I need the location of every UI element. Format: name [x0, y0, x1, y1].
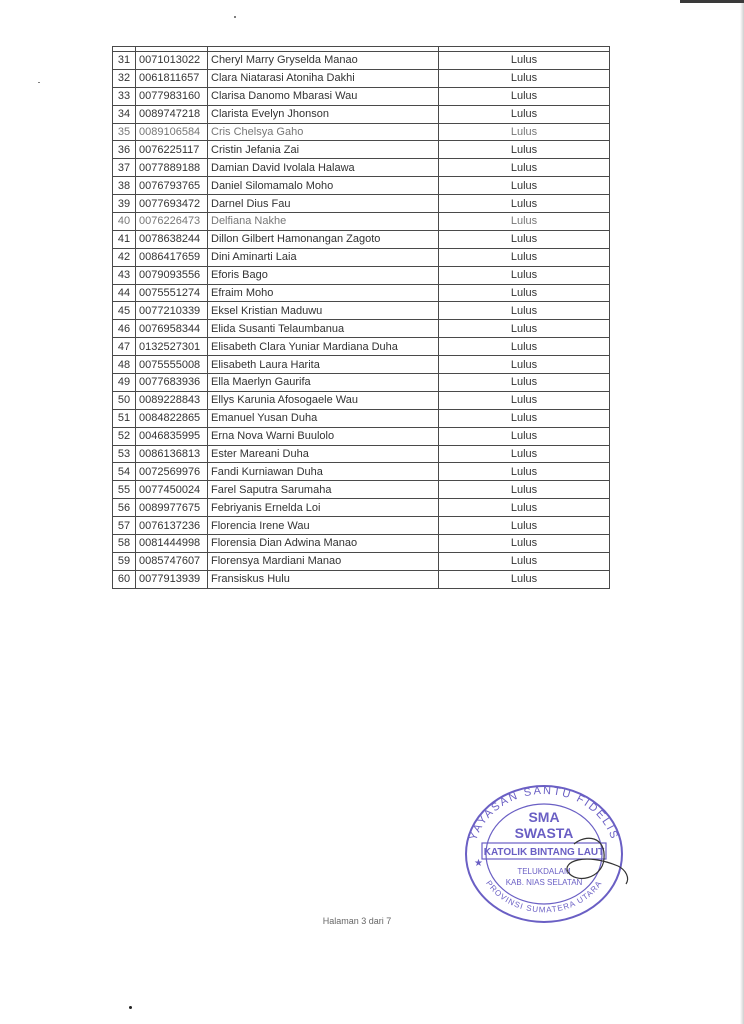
status-cell: Lulus: [439, 409, 610, 427]
page-number-footer: Halaman 3 dari 7: [322, 916, 392, 926]
table-row: [113, 356, 610, 374]
student-name-cell: Eksel Kristian Maduwu: [208, 302, 439, 320]
stamp-line-sma: SMA: [528, 809, 560, 825]
row-number-cell: 47: [113, 338, 136, 356]
student-name-cell: Cheryl Marry Gryselda Manao: [208, 52, 439, 70]
nisn-cell: 0076137236: [136, 517, 208, 535]
table-row: [113, 463, 610, 481]
nisn-cell: 0085747607: [136, 552, 208, 570]
row-number-cell: 41: [113, 230, 136, 248]
nisn-cell: 0061811657: [136, 69, 208, 87]
row-number-cell: 51: [113, 409, 136, 427]
row-number-cell: 38: [113, 177, 136, 195]
status-cell: Lulus: [439, 427, 610, 445]
row-number-cell: 36: [113, 141, 136, 159]
student-name-cell: Clarisa Danomo Mbarasi Wau: [208, 87, 439, 105]
student-name-cell: Febriyanis Ernelda Loi: [208, 499, 439, 517]
status-cell: Lulus: [439, 284, 610, 302]
row-number-cell: 32: [113, 69, 136, 87]
student-name-cell: Fandi Kurniawan Duha: [208, 463, 439, 481]
scan-speck: [129, 1006, 132, 1009]
nisn-cell: 0077983160: [136, 87, 208, 105]
student-name-cell: Ellys Karunia Afosogaele Wau: [208, 391, 439, 409]
table-row: [113, 105, 610, 123]
table-row: [113, 499, 610, 517]
status-cell: Lulus: [439, 320, 610, 338]
table-row: [113, 391, 610, 409]
student-name-cell: Farel Saputra Sarumaha: [208, 481, 439, 499]
status-cell: Lulus: [439, 499, 610, 517]
student-name-cell: Darnel Dius Fau: [208, 195, 439, 213]
student-name-cell: Cris Chelsya Gaho: [208, 123, 439, 141]
status-cell: Lulus: [439, 141, 610, 159]
nisn-cell: 0089106584: [136, 123, 208, 141]
table-row: [113, 284, 610, 302]
nisn-cell: 0086136813: [136, 445, 208, 463]
status-cell: Lulus: [439, 338, 610, 356]
status-cell: Lulus: [439, 266, 610, 284]
table-row: [113, 266, 610, 284]
table-row: [113, 427, 610, 445]
signature-scribble: [567, 838, 628, 884]
student-name-cell: Ella Maerlyn Gaurifa: [208, 374, 439, 392]
student-name-cell: Clarista Evelyn Jhonson: [208, 105, 439, 123]
student-name-cell: Clara Niatarasi Atoniha Dakhi: [208, 69, 439, 87]
status-cell: Lulus: [439, 517, 610, 535]
nisn-cell: 0077683936: [136, 374, 208, 392]
nisn-cell: 0046835995: [136, 427, 208, 445]
table-row: [113, 195, 610, 213]
stamp-line-school: KATOLIK BINTANG LAUT: [483, 847, 605, 858]
table-row: [113, 213, 610, 231]
nisn-cell: 0072569976: [136, 463, 208, 481]
student-name-cell: Emanuel Yusan Duha: [208, 409, 439, 427]
table-row: [113, 445, 610, 463]
row-number-cell: 37: [113, 159, 136, 177]
scan-edge-top: [680, 0, 744, 3]
table-row: [113, 141, 610, 159]
table-row: [113, 87, 610, 105]
nisn-cell: 0077210339: [136, 302, 208, 320]
nisn-cell: 0089977675: [136, 499, 208, 517]
school-stamp: [456, 774, 636, 924]
status-cell: Lulus: [439, 356, 610, 374]
nisn-cell: 0075555008: [136, 356, 208, 374]
student-name-cell: Fransiskus Hulu: [208, 570, 439, 588]
nisn-cell: 0076958344: [136, 320, 208, 338]
nisn-cell: 0089228843: [136, 391, 208, 409]
status-cell: Lulus: [439, 69, 610, 87]
status-cell: Lulus: [439, 52, 610, 70]
status-cell: Lulus: [439, 123, 610, 141]
status-cell: Lulus: [439, 230, 610, 248]
nisn-cell: 0075551274: [136, 284, 208, 302]
status-cell: Lulus: [439, 302, 610, 320]
student-name-cell: Daniel Silomamalo Moho: [208, 177, 439, 195]
nisn-cell: 0077913939: [136, 570, 208, 588]
student-name-cell: Dini Aminarti Laia: [208, 248, 439, 266]
row-number-cell: 52: [113, 427, 136, 445]
status-cell: Lulus: [439, 481, 610, 499]
row-number-cell: 58: [113, 535, 136, 553]
nisn-cell: 0076793765: [136, 177, 208, 195]
stamp-line-swasta: SWASTA: [514, 825, 574, 841]
row-number-cell: 54: [113, 463, 136, 481]
status-cell: Lulus: [439, 535, 610, 553]
table-row: [113, 552, 610, 570]
stamp-line-regency: KAB. NIAS SELATAN: [505, 878, 583, 887]
stamp-line-town: TELUKDALAM: [517, 867, 571, 876]
table-row: [113, 535, 610, 553]
status-cell: Lulus: [439, 195, 610, 213]
student-name-cell: Erna Nova Warni Buulolo: [208, 427, 439, 445]
table-row: [113, 338, 610, 356]
row-number-cell: 40: [113, 213, 136, 231]
table-row: [113, 52, 610, 70]
table-row: [113, 69, 610, 87]
student-name-cell: Elida Susanti Telaumbanua: [208, 320, 439, 338]
nisn-cell: 0132527301: [136, 338, 208, 356]
status-cell: Lulus: [439, 374, 610, 392]
star-glyph: ★: [474, 858, 483, 869]
table-row: [113, 159, 610, 177]
nisn-cell: 0076226473: [136, 213, 208, 231]
status-cell: Lulus: [439, 248, 610, 266]
graduation-results-table: [112, 46, 610, 589]
student-name-cell: Dillon Gilbert Hamonangan Zagoto: [208, 230, 439, 248]
status-cell: Lulus: [439, 445, 610, 463]
scan-edge: [740, 0, 744, 1024]
stamp-ring-text: YAYASAN SANTU FIDELIS: [467, 784, 621, 842]
nisn-cell: 0078638244: [136, 230, 208, 248]
nisn-cell: 0079093556: [136, 266, 208, 284]
table-row: [113, 302, 610, 320]
status-cell: Lulus: [439, 213, 610, 231]
scan-speck: [234, 16, 236, 18]
nisn-cell: 0076225117: [136, 141, 208, 159]
row-number-cell: 55: [113, 481, 136, 499]
table-row: [113, 177, 610, 195]
student-name-cell: Florensya Mardiani Manao: [208, 552, 439, 570]
status-cell: Lulus: [439, 552, 610, 570]
nisn-cell: 0081444998: [136, 535, 208, 553]
status-cell: Lulus: [439, 177, 610, 195]
status-cell: Lulus: [439, 105, 610, 123]
row-number-cell: 44: [113, 284, 136, 302]
student-name-cell: Elisabeth Laura Harita: [208, 356, 439, 374]
row-number-cell: 31: [113, 52, 136, 70]
row-number-cell: 35: [113, 123, 136, 141]
table-row: [113, 570, 610, 588]
nisn-cell: 0077693472: [136, 195, 208, 213]
stamp-ring-bottom-text: PROVINSI SUMATERA UTARA: [484, 878, 604, 915]
status-cell: Lulus: [439, 87, 610, 105]
nisn-cell: 0071013022: [136, 52, 208, 70]
status-cell: Lulus: [439, 159, 610, 177]
table-row: [113, 320, 610, 338]
row-number-cell: 39: [113, 195, 136, 213]
table-body: [113, 47, 610, 589]
row-number-cell: 34: [113, 105, 136, 123]
row-number-cell: 49: [113, 374, 136, 392]
row-number-cell: 45: [113, 302, 136, 320]
row-number-cell: 46: [113, 320, 136, 338]
scan-speck: [38, 82, 40, 83]
row-number-cell: 57: [113, 517, 136, 535]
status-cell: Lulus: [439, 391, 610, 409]
row-number-cell: 59: [113, 552, 136, 570]
student-name-cell: Florensia Dian Adwina Manao: [208, 535, 439, 553]
row-number-cell: 43: [113, 266, 136, 284]
student-name-cell: Eforis Bago: [208, 266, 439, 284]
student-name-cell: Delfiana Nakhe: [208, 213, 439, 231]
student-name-cell: Elisabeth Clara Yuniar Mardiana Duha: [208, 338, 439, 356]
table-row: [113, 123, 610, 141]
row-number-cell: 60: [113, 570, 136, 588]
nisn-cell: 0077450024: [136, 481, 208, 499]
row-number-cell: 42: [113, 248, 136, 266]
status-cell: Lulus: [439, 570, 610, 588]
table-row: [113, 481, 610, 499]
table-row: [113, 248, 610, 266]
nisn-cell: 0089747218: [136, 105, 208, 123]
student-name-cell: Ester Mareani Duha: [208, 445, 439, 463]
row-number-cell: 50: [113, 391, 136, 409]
table-row: [113, 374, 610, 392]
nisn-cell: 0077889188: [136, 159, 208, 177]
row-number-cell: 33: [113, 87, 136, 105]
row-number-cell: 53: [113, 445, 136, 463]
status-cell: Lulus: [439, 463, 610, 481]
student-name-cell: Cristin Jefania Zai: [208, 141, 439, 159]
table-row: [113, 230, 610, 248]
table-row: [113, 409, 610, 427]
table-row: [113, 517, 610, 535]
nisn-cell: 0086417659: [136, 248, 208, 266]
row-number-cell: 56: [113, 499, 136, 517]
student-name-cell: Florencia Irene Wau: [208, 517, 439, 535]
student-name-cell: Efraim Moho: [208, 284, 439, 302]
row-number-cell: 48: [113, 356, 136, 374]
student-name-cell: Damian David Ivolala Halawa: [208, 159, 439, 177]
nisn-cell: 0084822865: [136, 409, 208, 427]
